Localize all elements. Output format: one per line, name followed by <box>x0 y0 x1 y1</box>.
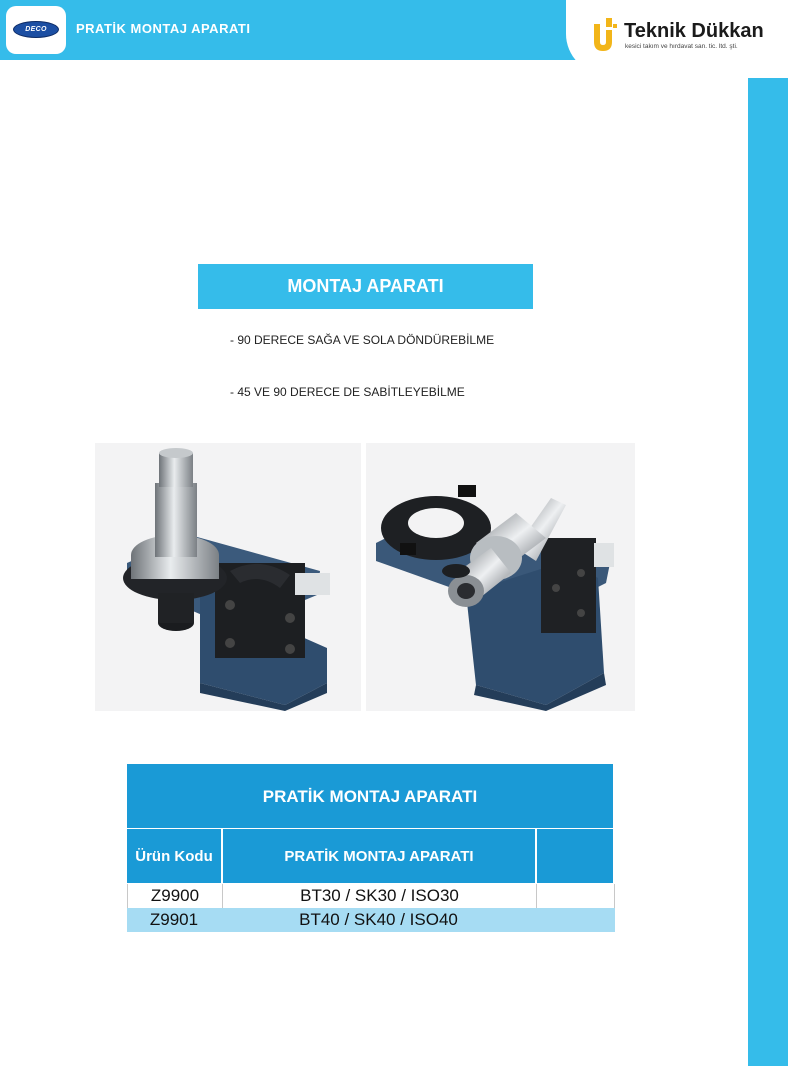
feature-rotate: - 90 DERECE SAĞA VE SOLA DÖNDÜREBİLME <box>230 333 495 347</box>
table-cell-extra <box>536 884 615 908</box>
product-photo-angled <box>366 443 635 711</box>
table-cell-product: BT30 / SK30 / ISO30 <box>222 884 536 908</box>
deco-logo-mark: DECO <box>13 21 59 38</box>
table-header-extra <box>537 829 613 883</box>
table-cell-code: Z9900 <box>127 884 222 908</box>
table-row <box>127 908 615 932</box>
deco-logo[interactable] <box>6 6 66 54</box>
right-accent-stripe <box>748 78 788 1066</box>
table-cell-extra <box>536 908 613 932</box>
section-title: MONTAJ APARATI <box>198 264 533 309</box>
header-title: PRATİK MONTAJ APARATI <box>76 21 251 36</box>
teknik-dukkan-logo-icon <box>592 16 618 54</box>
brand-name: Teknik Dükkan <box>624 20 764 42</box>
table-cell-product: BT40 / SK40 / ISO40 <box>299 910 458 929</box>
brand-logo[interactable] <box>566 0 788 74</box>
table-header-product: PRATİK MONTAJ APARATI <box>223 829 535 883</box>
table-header-code: Ürün Kodu <box>127 829 221 883</box>
table-row <box>127 884 615 908</box>
table-cell-code: Z9901 <box>149 910 199 929</box>
brand-tagline: kesici takım ve hırdavat san. tic. ltd. şti. <box>625 43 738 50</box>
product-photo-front <box>95 443 361 711</box>
table-title: PRATİK MONTAJ APARATI <box>127 764 613 828</box>
feature-lock: - 45 VE 90 DERECE DE SABİTLEYEBİLME <box>230 385 465 399</box>
